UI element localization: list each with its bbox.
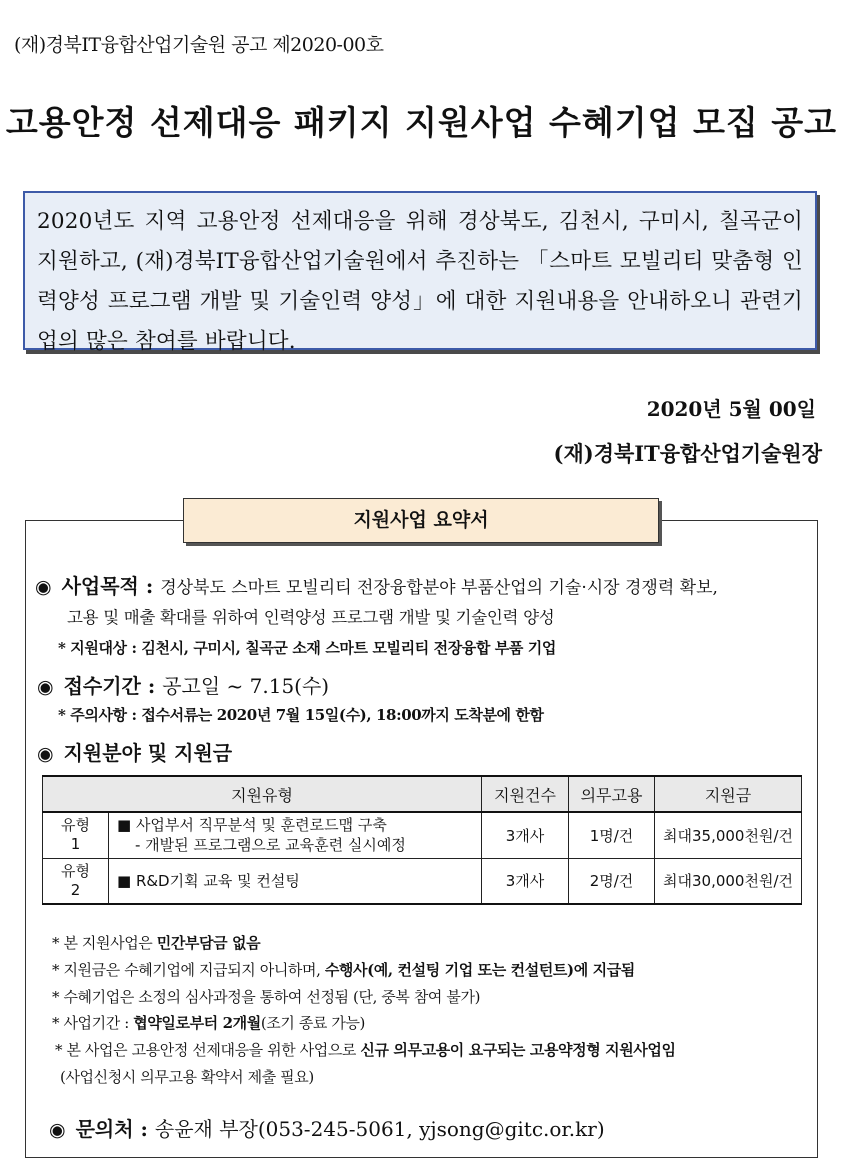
content-line2: - 개발된 프로그램으로 교육훈련 실시예정 [135,836,406,855]
footnote-1-emphasis: 민간부담금 없음 [156,934,261,952]
table-row [43,858,802,904]
notice-number: (재)경북IT융합산업기술원 공고 제2020-00호 [14,34,384,56]
period-value: 공고일 ~ 7.15(수) [162,674,330,698]
footnote-2: * 지원금은 수혜기업에 지급되지 아니하며, 수행사(예, 컨설팅 기업 또는 컨설턴트)에 지급됨 [52,961,635,979]
target-note-label: * 지원대상 : [58,639,137,657]
bullet-icon: ◉ [49,1119,66,1141]
fields-section [37,737,232,766]
header-amount: 지원금 [655,776,802,812]
header-hire: 의무고용 [569,776,655,812]
type-label: 유형 [61,816,90,835]
content-cell [109,858,482,904]
footnote-5: * 본 사업은 고용안정 선제대응을 위한 사업으로 신규 의무고용이 요구되는 고용약정형 지원사업임 [55,1041,676,1059]
purpose-section [35,570,718,599]
header-type: 지원유형 [43,776,482,812]
fields-heading: 지원분야 및 지원금 [63,741,233,765]
purpose-label: 사업목적 : [61,574,154,598]
hire-cell: 2명/건 [569,858,655,904]
support-table [42,775,802,905]
intro-box [23,191,817,354]
content-line1: ■ 사업부서 직무분석 및 훈련로드맵 구축 [117,816,387,835]
target-note [58,637,556,658]
caution-note-label: * 주의사항 : [58,706,137,724]
hire-cell: 1명/건 [569,812,655,858]
footnote-4-emphasis: 협약일로부터 2개월 [133,1014,261,1032]
summary-title: 지원사업 요약서 [183,498,659,543]
type-number: 1 [70,835,81,854]
purpose-line1: 경상북도 스마트 모빌리티 전장융합분야 부품산업의 기술·시장 경쟁력 확보, [160,578,718,598]
issuer-name: (재)경북IT융합산업기술원장 [553,441,822,466]
contact-line [49,1113,605,1142]
bullet-icon: ◉ [35,576,52,598]
document-title: 고용안정 선제대응 패키지 지원사업 수혜기업 모집 공고 [5,103,838,142]
contact-label: 문의처 : [75,1117,148,1141]
contact-value: 송윤재 부장(053-245-5061, yjsong@gitc.or.kr) [154,1117,605,1141]
footnote-2-emphasis: 수행사(예, 컨설팅 기업 또는 컨설턴트)에 지급됨 [324,961,635,979]
type-cell [43,812,109,858]
period-label: 접수기간 : [63,674,156,698]
footnote-4: * 사업기간 : 협약일로부터 2개월(조기 종료 가능) [52,1014,365,1032]
count-cell: 3개사 [482,812,569,858]
bullet-icon: ◉ [37,743,54,765]
table-header-row [43,776,802,812]
type-label: 유형 [61,861,90,880]
period-section [37,670,329,699]
amount-cell: 최대35,000천원/건 [655,812,802,858]
content-cell [109,812,482,858]
footnote-5-emphasis: 신규 의무고용이 요구되는 고용약정형 지원사업임 [360,1041,676,1059]
amount-cell: 최대30,000천원/건 [655,858,802,904]
purpose-line2: 고용 및 매출 확대를 위하여 인력양성 프로그램 개발 및 기술인력 양성 [67,608,555,627]
footnote-3: * 수혜기업은 소정의 심사과정을 통하여 선정됨 (단, 중복 참여 불가) [52,988,481,1006]
caution-note-value: 접수서류는 2020년 7월 15일(수), 18:00까지 도착분에 한함 [141,706,544,724]
table-row [43,812,802,858]
content-line1: ■ R&D기획 교육 및 컨설팅 [117,871,300,890]
target-note-value: 김천시, 구미시, 칠곡군 소재 스마트 모빌리티 전장융합 부품 기업 [141,639,556,657]
intro-text: 2020년도 지역 고용안정 선제대응을 위해 경상북도, 김천시, 구미시, 칠곡군이 지원하고, (재)경북IT융합산업기술원에서 추진하는 「스마트 모빌리티 맞춤형 인력양성 프로그램 개발 및 기술인력 양성」에 대한 지원내용을 안내하오니 관련기업의 많은 참여를 바랍니다. [37,209,803,354]
announcement-date: 2020년 5월 00일 [646,397,816,421]
header-count: 지원건수 [482,776,569,812]
footnote-6: (사업신청시 의무고용 확약서 제출 필요) [60,1068,314,1086]
type-number: 2 [70,880,81,899]
type-cell [43,858,109,904]
caution-note [58,704,544,725]
bullet-icon: ◉ [37,676,54,698]
count-cell: 3개사 [482,858,569,904]
footnote-1: * 본 지원사업은 민간부담금 없음 [52,934,261,952]
